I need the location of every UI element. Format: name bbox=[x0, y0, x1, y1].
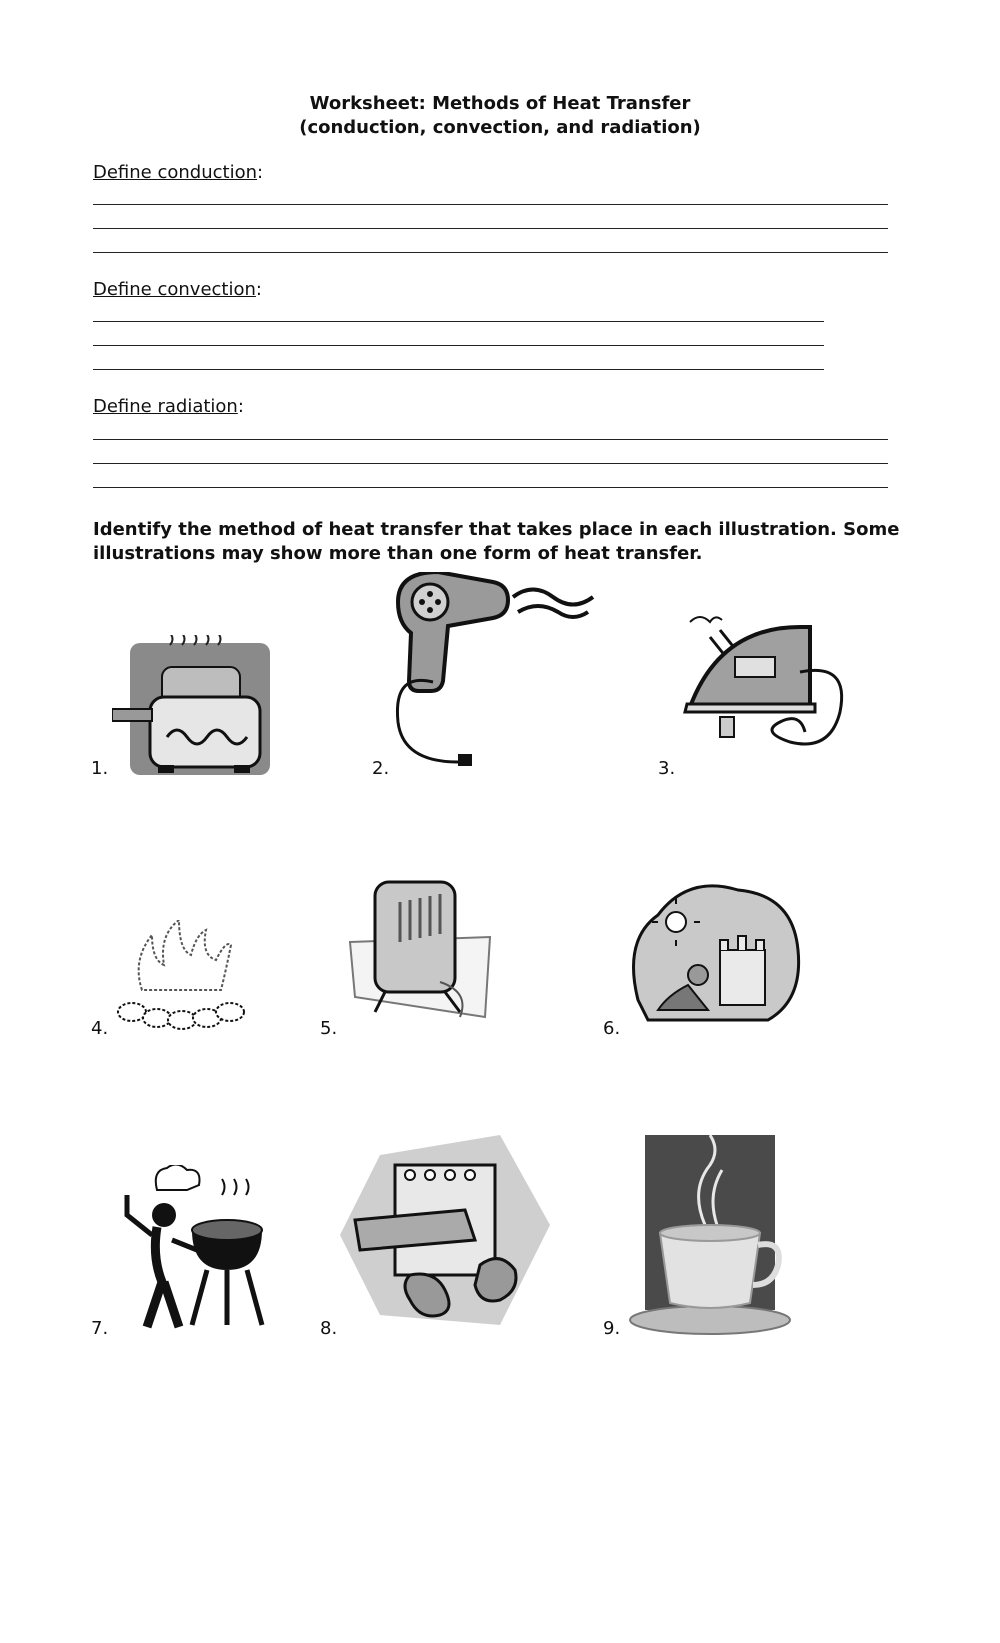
worksheet-title: Worksheet: Methods of Heat Transfer bbox=[309, 93, 691, 114]
item-number: 9. bbox=[603, 1318, 621, 1339]
answer-line[interactable] bbox=[93, 204, 888, 205]
instructions: Identify the method of heat transfer that takes place in each illustration. Some illustrations may show more than one form of heat transfer. bbox=[93, 519, 900, 564]
radiation-term: Define radiation bbox=[93, 396, 238, 417]
oven-mitts-icon bbox=[340, 1135, 550, 1335]
item-number: 8. bbox=[320, 1318, 338, 1339]
radiation-label: Define radiation: bbox=[93, 396, 244, 417]
worksheet-subtitle: (conduction, convection, and radiation) bbox=[299, 117, 701, 138]
answer-line[interactable] bbox=[93, 321, 824, 322]
campfire-icon bbox=[112, 920, 252, 1035]
answer-line[interactable] bbox=[93, 463, 888, 464]
item-number: 5. bbox=[320, 1018, 338, 1039]
sandcastle-sun-icon bbox=[628, 880, 803, 1050]
answer-line[interactable] bbox=[93, 252, 888, 253]
item-number: 6. bbox=[603, 1018, 621, 1039]
toaster-icon bbox=[112, 635, 282, 785]
space-heater-icon bbox=[340, 872, 510, 1032]
barbecue-grill-icon bbox=[112, 1165, 272, 1340]
item-number: 4. bbox=[91, 1018, 109, 1039]
item-number: 3. bbox=[658, 758, 676, 779]
item-number: 7. bbox=[91, 1318, 109, 1339]
convection-label: Define convection: bbox=[93, 279, 262, 300]
conduction-term: Define conduction bbox=[93, 162, 258, 183]
item-number: 2. bbox=[372, 758, 390, 779]
answer-line[interactable] bbox=[93, 487, 888, 488]
answer-line[interactable] bbox=[93, 228, 888, 229]
conduction-label: Define conduction: bbox=[93, 162, 264, 183]
clothes-iron-icon bbox=[680, 612, 860, 772]
answer-line[interactable] bbox=[93, 439, 888, 440]
convection-term: Define convection bbox=[93, 279, 256, 300]
hair-dryer-icon bbox=[388, 572, 608, 772]
answer-line[interactable] bbox=[93, 369, 824, 370]
hot-coffee-cup-icon bbox=[625, 1135, 805, 1335]
answer-line[interactable] bbox=[93, 345, 824, 346]
item-number: 1. bbox=[91, 758, 109, 779]
